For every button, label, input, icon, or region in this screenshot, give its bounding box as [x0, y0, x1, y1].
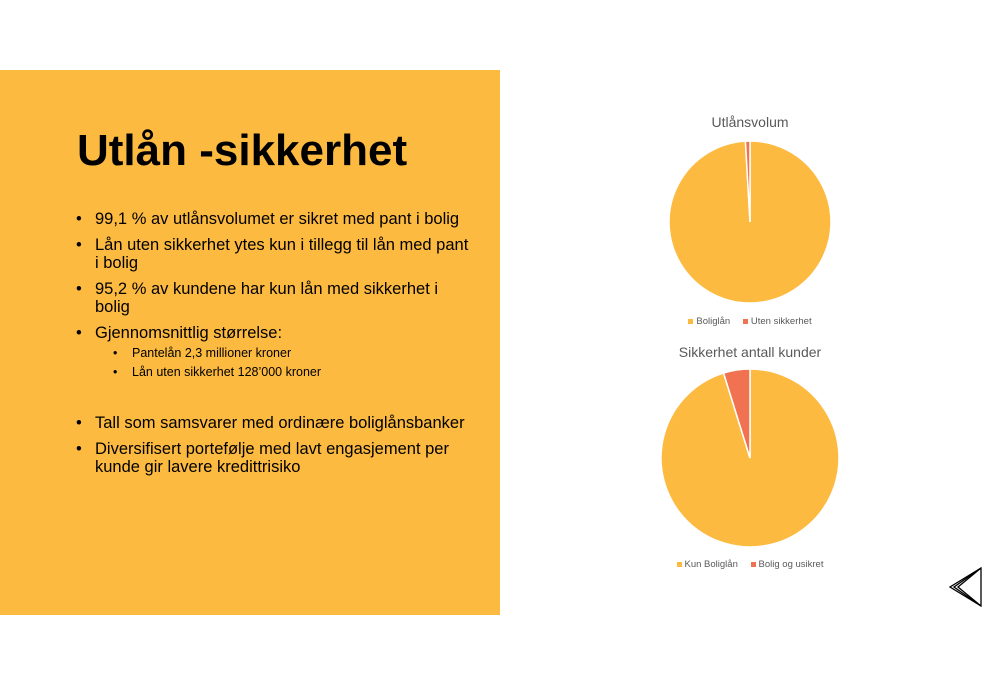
bullet-item — [76, 324, 476, 380]
legend-item — [677, 559, 738, 570]
bullet-item: • 99,1 % av utlånsvolumet er sikret med pant i bolig — [76, 210, 476, 228]
pie-chart-utlansvolum — [640, 110, 860, 335]
chart-legend — [640, 316, 860, 327]
legend-swatch — [677, 562, 682, 567]
legend-label: Boliglån — [696, 316, 731, 327]
legend-swatch — [743, 319, 748, 324]
chart-legend — [640, 559, 860, 570]
bullet-item: • Diversifisert portefølje med lavt engasjement per kunde gir lavere kredittrisiko — [76, 440, 476, 476]
chevron-left-logo-icon — [948, 567, 982, 607]
sub-bullet-item: • Lån uten sikkerhet 128’000 kroner — [95, 365, 476, 380]
legend-swatch — [751, 562, 756, 567]
pie-chart-sikkerhet-antall-kunder — [640, 340, 860, 580]
legend-label: Uten sikkerhet — [750, 316, 812, 327]
chart-title: Sikkerhet antall kunder — [678, 344, 822, 360]
pie-plot — [640, 110, 860, 335]
legend-swatch — [688, 319, 693, 324]
legend-item — [688, 316, 730, 327]
chart-title: Utlånsvolum — [711, 114, 789, 130]
bullet-list — [76, 210, 476, 484]
legend-label: Bolig og usikret — [758, 559, 824, 570]
legend-item — [751, 559, 824, 570]
slide-title: Utlån -sikkerhet — [77, 126, 408, 175]
bullet-item: • Lån uten sikkerhet ytes kun i tillegg til lån med pant i bolig — [76, 236, 476, 272]
pie-plot — [640, 340, 860, 580]
legend-label: Kun Boliglån — [684, 559, 738, 570]
sub-bullet-list — [95, 346, 476, 380]
sub-bullet-item: • Pantelån 2,3 millioner kroner — [95, 346, 476, 361]
bullet-item: • Tall som samsvarer med ordinære boliglånsbanker — [76, 414, 476, 432]
bullet-item: • 95,2 % av kundene har kun lån med sikkerhet i bolig — [76, 280, 476, 316]
legend-item — [743, 316, 812, 327]
bullet-item-label: Gjennomsnittlig størrelse: — [95, 324, 283, 342]
